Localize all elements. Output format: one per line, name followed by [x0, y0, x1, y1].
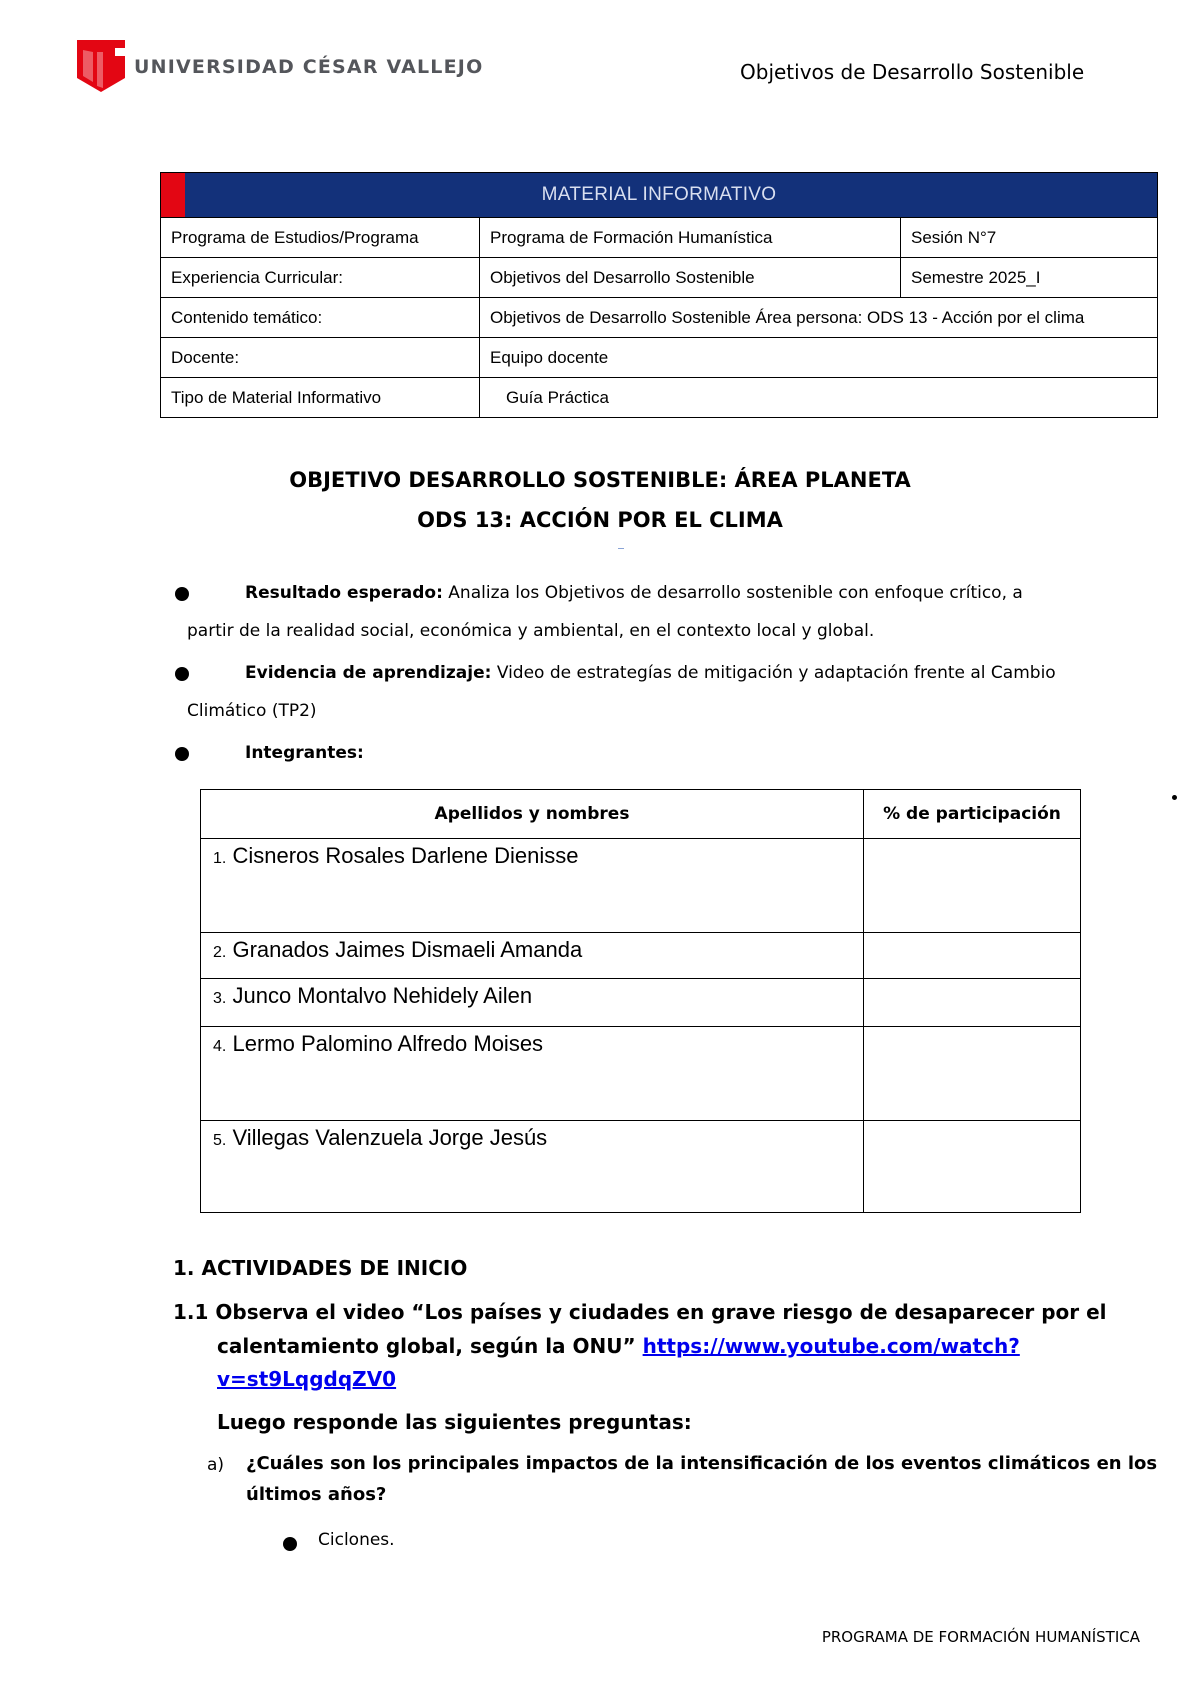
- member-number: 1.: [213, 850, 227, 867]
- instruction-text: Luego responde las siguientes preguntas:: [217, 1410, 692, 1434]
- info-extra: Sesión N°7: [901, 218, 1158, 258]
- university-name: UNIVERSIDAD CÉSAR VALLEJO: [134, 56, 484, 78]
- bullet-icon: [283, 1537, 297, 1551]
- member-name: Granados Jaimes Dismaeli Amanda: [232, 937, 583, 962]
- evidence-text-1: Video de estrategías de mitigación y adaptación frente al Cambio: [496, 663, 1056, 683]
- member-name: Cisneros Rosales Darlene Dienisse: [232, 843, 579, 868]
- member-row: [201, 979, 1081, 1027]
- member-name-cell: [201, 933, 864, 979]
- result-label: Resultado esperado:: [245, 583, 443, 603]
- info-label: Tipo de Material Informativo: [161, 378, 480, 418]
- member-name-cell: [201, 839, 864, 933]
- activity-item-text: calentamiento global, según la ONU”: [217, 1334, 636, 1358]
- page-footer: PROGRAMA DE FORMACIÓN HUMANÍSTICA: [821, 1628, 1140, 1646]
- info-value: Objetivos del Desarrollo Sostenible: [480, 258, 901, 298]
- member-participation[interactable]: [864, 933, 1081, 979]
- university-shield-icon: [75, 38, 127, 94]
- activity-item-continued: [217, 1334, 1020, 1358]
- bullet-icon: [175, 747, 189, 761]
- info-row: [161, 258, 1158, 298]
- member-participation[interactable]: [864, 979, 1081, 1027]
- members-label-text: Integrantes:: [245, 743, 364, 763]
- member-number: 5.: [213, 1132, 227, 1149]
- member-participation[interactable]: [864, 1027, 1081, 1121]
- members-header-row: [201, 790, 1081, 839]
- result-text-2: partir de la realidad social, económica y ambiental, en el contexto local y global.: [187, 621, 875, 641]
- question-text: ¿Cuáles son los principales impactos de la intensificación de los eventos climáticos en los: [246, 1453, 1158, 1474]
- member-name-cell: [201, 979, 864, 1027]
- result-paragraph: [187, 574, 1087, 650]
- video-link-continued[interactable]: v=st9LqgdqZV0: [217, 1367, 397, 1391]
- member-name-cell: [201, 1121, 864, 1213]
- info-banner: [161, 173, 1158, 218]
- info-label: Experiencia Curricular:: [161, 258, 480, 298]
- member-participation[interactable]: [864, 839, 1081, 933]
- info-label: Docente:: [161, 338, 480, 378]
- answer-item: Ciclones.: [318, 1530, 395, 1550]
- info-extra: Semestre 2025_I: [901, 258, 1158, 298]
- page-title: OBJETIVO DESARROLLO SOSTENIBLE: ÁREA PLANETA: [289, 468, 911, 492]
- result-text-1: Analiza los Objetivos de desarrollo sostenible con enfoque crítico, a: [448, 583, 1023, 603]
- divider-mark: [618, 548, 624, 549]
- member-row: [201, 1027, 1081, 1121]
- col-header-names: Apellidos y nombres: [201, 790, 864, 839]
- video-link[interactable]: https://www.youtube.com/watch?: [642, 1334, 1020, 1358]
- member-name: Junco Montalvo Nehidely Ailen: [232, 983, 533, 1008]
- stray-mark: [1172, 795, 1177, 800]
- page-subtitle: ODS 13: ACCIÓN POR EL CLIMA: [417, 508, 783, 532]
- info-banner-row: [161, 173, 1158, 218]
- info-value: Objetivos de Desarrollo Sostenible Área persona: ODS 13 - Acción por el clima: [480, 298, 1158, 338]
- header-title: Objetivos de Desarrollo Sostenible: [740, 60, 1085, 84]
- question-text-continued: últimos años?: [246, 1484, 387, 1505]
- member-number: 3.: [213, 990, 227, 1007]
- member-row: [201, 933, 1081, 979]
- info-row: [161, 298, 1158, 338]
- members-label: [245, 734, 364, 772]
- member-name-cell: [201, 1027, 864, 1121]
- info-row: [161, 338, 1158, 378]
- info-table: [160, 172, 1158, 418]
- members-table: [200, 789, 1081, 1213]
- member-name: Lermo Palomino Alfredo Moises: [232, 1031, 544, 1056]
- member-name: Villegas Valenzuela Jorge Jesús: [232, 1125, 548, 1150]
- member-number: 2.: [213, 944, 227, 961]
- activity-item: 1.1 Observa el video “Los países y ciudades en grave riesgo de desaparecer por el: [173, 1300, 1107, 1324]
- member-row: [201, 839, 1081, 933]
- info-row: [161, 218, 1158, 258]
- info-label: Programa de Estudios/Programa: [161, 218, 480, 258]
- question-letter: a): [207, 1455, 225, 1475]
- banner-accent: [161, 173, 185, 217]
- evidence-label: Evidencia de aprendizaje:: [245, 663, 492, 683]
- banner-title: MATERIAL INFORMATIVO: [541, 184, 777, 205]
- info-row: [161, 378, 1158, 418]
- info-value: Guía Práctica: [480, 378, 1158, 418]
- section-heading: 1. ACTIVIDADES DE INICIO: [173, 1256, 468, 1280]
- member-row: [201, 1121, 1081, 1213]
- member-number: 4.: [213, 1038, 227, 1055]
- info-value: Equipo docente: [480, 338, 1158, 378]
- info-label: Contenido temático:: [161, 298, 480, 338]
- evidence-text-2: Climático (TP2): [187, 701, 317, 721]
- info-value: Programa de Formación Humanística: [480, 218, 901, 258]
- col-header-participation: % de participación: [864, 790, 1081, 839]
- evidence-paragraph: [187, 654, 1087, 730]
- member-participation[interactable]: [864, 1121, 1081, 1213]
